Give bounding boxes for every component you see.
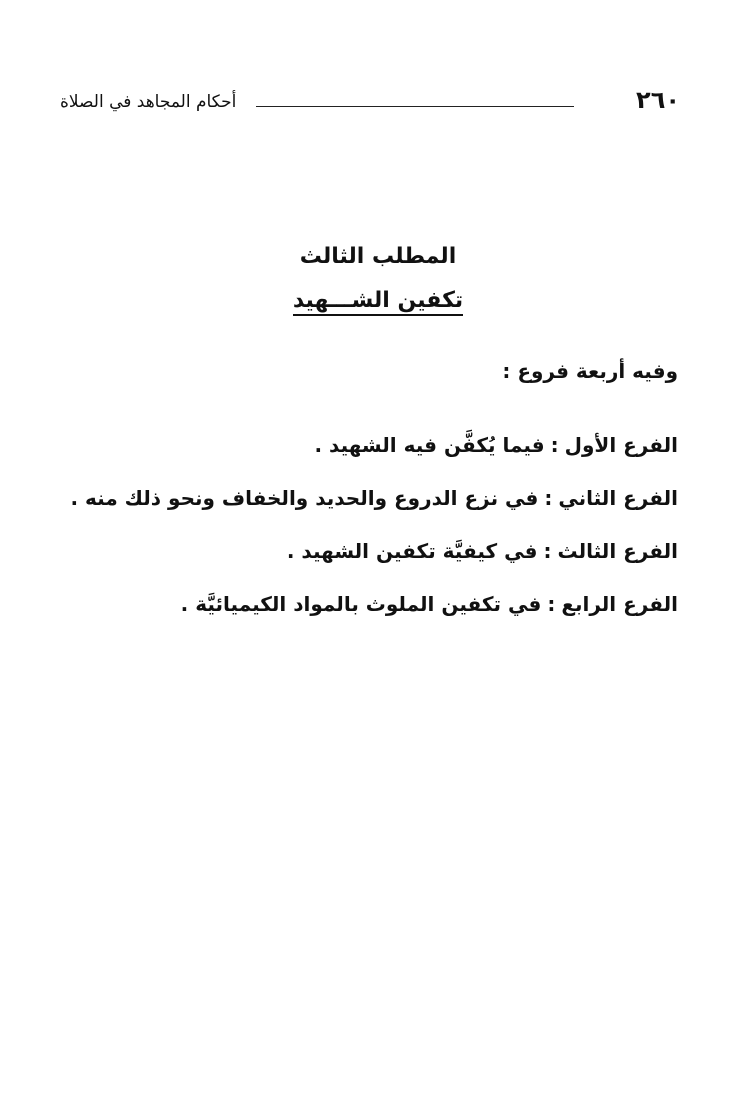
book-title: أحكام المجاهد في الصلاة bbox=[60, 92, 237, 112]
page-number: ٢٦٠ bbox=[636, 86, 680, 114]
header-rule bbox=[256, 106, 574, 107]
section-subheading: تكفين الشـــهيد bbox=[293, 288, 463, 316]
branch-list bbox=[58, 430, 678, 642]
running-header bbox=[60, 86, 680, 120]
list-item bbox=[58, 430, 678, 483]
branch-text: في تكفين الملوث بالمواد الكيميائيَّة . bbox=[180, 592, 542, 616]
branch-separator: : bbox=[543, 539, 552, 563]
branch-separator: : bbox=[544, 486, 553, 510]
branch-label: الفرع الثالث bbox=[557, 539, 678, 563]
list-item bbox=[58, 589, 678, 642]
branch-label: الفرع الأول bbox=[564, 433, 678, 457]
branch-text: في نزع الدروع والحديد والخفاف ونحو ذلك منه . bbox=[70, 486, 539, 510]
branch-label: الفرع الثاني bbox=[558, 486, 678, 510]
branch-separator: : bbox=[550, 433, 559, 457]
branch-separator: : bbox=[547, 592, 556, 616]
intro-text: وفيه أربعة فروع : bbox=[502, 359, 678, 383]
branch-text: في كيفيَّة تكفين الشهيد . bbox=[286, 539, 538, 563]
section-subheading-wrap bbox=[0, 288, 756, 316]
branch-label: الفرع الرابع bbox=[561, 592, 678, 616]
list-item bbox=[58, 536, 678, 589]
section-heading: المطلب الثالث bbox=[299, 244, 457, 269]
branch-text: فيما يُكفَّن فيه الشهيد . bbox=[314, 433, 545, 457]
list-item bbox=[58, 483, 678, 536]
